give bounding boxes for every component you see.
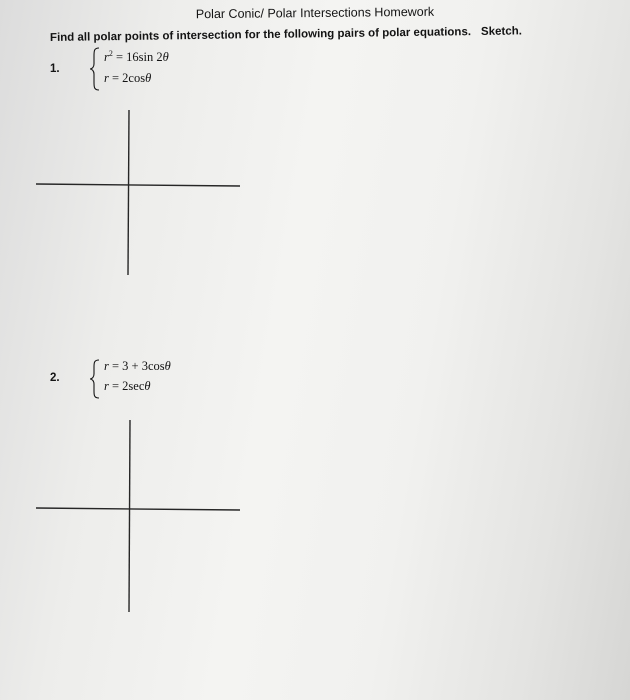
instructions-text: Find all polar points of intersection for the following pairs of polar equations.	[49, 26, 472, 44]
sketch-label: Sketch.	[480, 25, 523, 38]
problem-1-equation-1: $r^2 = 16\sin$ 2θ	[104, 49, 169, 65]
problem-1-equation-2: r = 2cosθ	[104, 71, 152, 85]
problem-2-axes	[36, 420, 240, 612]
problem-1-number: 1.	[50, 63, 60, 75]
problem-2-equation-2: r = 2secθ	[104, 379, 151, 393]
problem-1-vertical-axis	[128, 110, 129, 275]
problem-1-axes	[36, 110, 240, 275]
page-title: Polar Conic/ Polar Intersections Homework	[195, 4, 435, 22]
problem-2-number: 2.	[50, 372, 60, 384]
problem-1-horizontal-axis	[36, 184, 240, 186]
problem-2-vertical-axis	[129, 420, 130, 612]
problem-2-equation-1: r = 3 + 3cosθ	[104, 359, 171, 373]
problem-2-horizontal-axis	[36, 508, 240, 510]
